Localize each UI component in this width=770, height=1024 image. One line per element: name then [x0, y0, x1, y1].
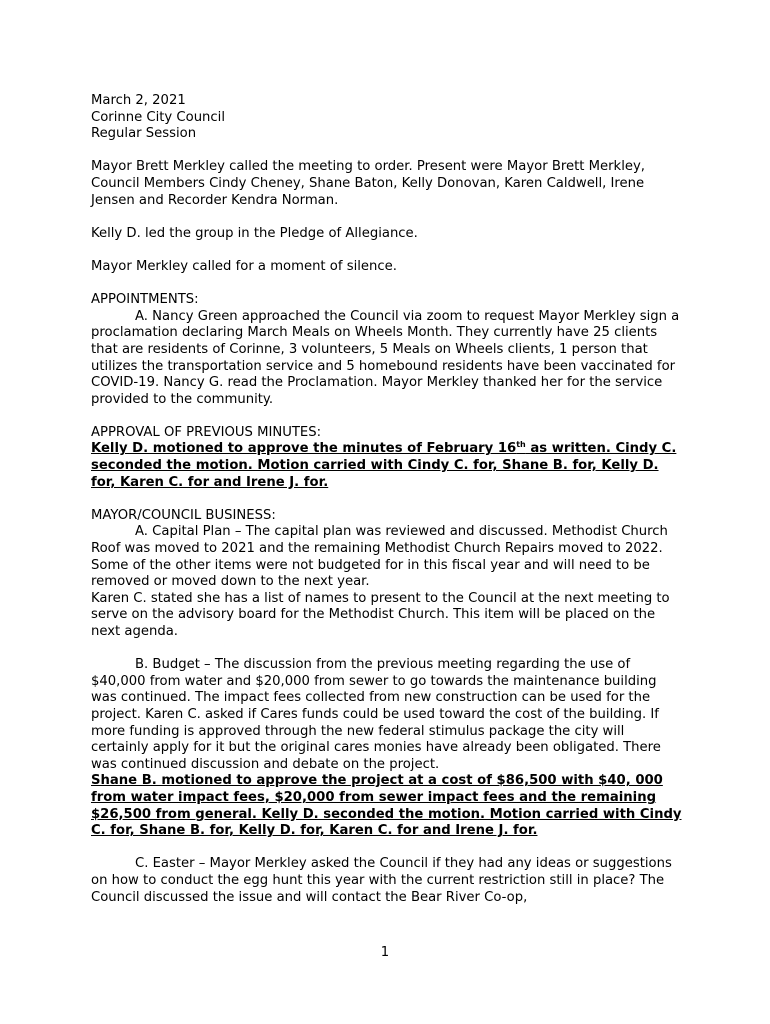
call-to-order-paragraph: Mayor Brett Merkley called the meeting to order. Present were Mayor Brett Merkley, Council Members Cindy Cheney, Shane Baton, Kelly Donovan, Karen Caldwell, Irene Jensen and Recorder Kendra Norman.	[91, 159, 645, 208]
council-name: Corinne City Council	[91, 109, 225, 125]
minutes-motion-start: Kelly D. motioned to approve the minutes of February 16	[91, 441, 517, 457]
page-number: 1	[380, 945, 390, 960]
appointments-item-a: A. Nancy Green approached the Council via zoom to request Mayor Merkley sign a proclamation declaring March Meals on Wheels Month. They currently have 25 clients that are residents of Corinne, 3 volunteers, 5 Meals on Wheels clients, 1 person that utilizes the transportation service and 5 homebound residents have been vaccinated for COVID-19. Nancy G. read the Proclamation. Mayor Merkley thanked her for the service provided to the community.	[91, 308, 680, 407]
pledge-paragraph: Kelly D. led the group in the Pledge of Allegiance.	[91, 225, 418, 241]
business-item-b: B. Budget – The discussion from the previous meeting regarding the use of $40,000 from water and $20,000 from sewer to go towards the maintenance building was continued. The impact fees collected from new construction can be used for the project. Karen C. asked if Cares funds could be used toward the cost of the building. If more funding is approved through the new federal stimulus package the city will certainly apply for it but the original cares monies have already been obligated. There was continued discussion and debate on the project.	[91, 657, 661, 772]
minutes-body	[91, 93, 686, 906]
session-type: Regular Session	[91, 126, 197, 142]
meeting-date: March 2, 2021	[91, 93, 186, 108]
minutes-motion-ordinal: th	[516, 440, 526, 450]
business-item-a-note: Karen C. stated she has a list of names to present to the Council at the next meeting to serve on the advisory board for the Methodist Church. This item will be placed on the next agenda.	[91, 590, 670, 639]
appointments-heading: APPOINTMENTS:	[91, 292, 199, 308]
silence-paragraph: Mayor Merkley called for a moment of silence.	[91, 258, 397, 274]
minutes-heading: APPROVAL OF PREVIOUS MINUTES:	[91, 424, 322, 440]
business-heading: MAYOR/COUNCIL BUSINESS:	[91, 507, 276, 523]
business-item-b-motion: Shane B. motioned to approve the project at a cost of $86,500 with $40, 000 from water impact fees, $20,000 from sewer impact fees and the remaining $26,500 from general. Kelly D. seconded the motion. Motion carried with Cindy C. for, Shane B. for, Kelly D. for, Karen C. for and Irene J. for.	[91, 773, 682, 839]
minutes-motion	[91, 441, 686, 491]
minutes-motion-end: as written. Cindy C. seconded the motion. Motion carried with Cindy C. for, Shane B. for, Kelly D. for, Karen C. for and Irene J. for.	[91, 441, 677, 490]
business-item-a: A. Capital Plan – The capital plan was reviewed and discussed. Methodist Church Roof was moved to 2021 and the remaining Methodist Church Repairs moved to 2022. Some of the other items were not budgeted for in this fiscal year and will need to be removed or moved down to the next year.	[91, 524, 668, 590]
business-item-c: C. Easter – Mayor Merkley asked the Council if they had any ideas or suggestions on how to conduct the egg hunt this year with the current restriction still in place? The Council discussed the issue and will contact the Bear River Co-op,	[91, 856, 672, 905]
